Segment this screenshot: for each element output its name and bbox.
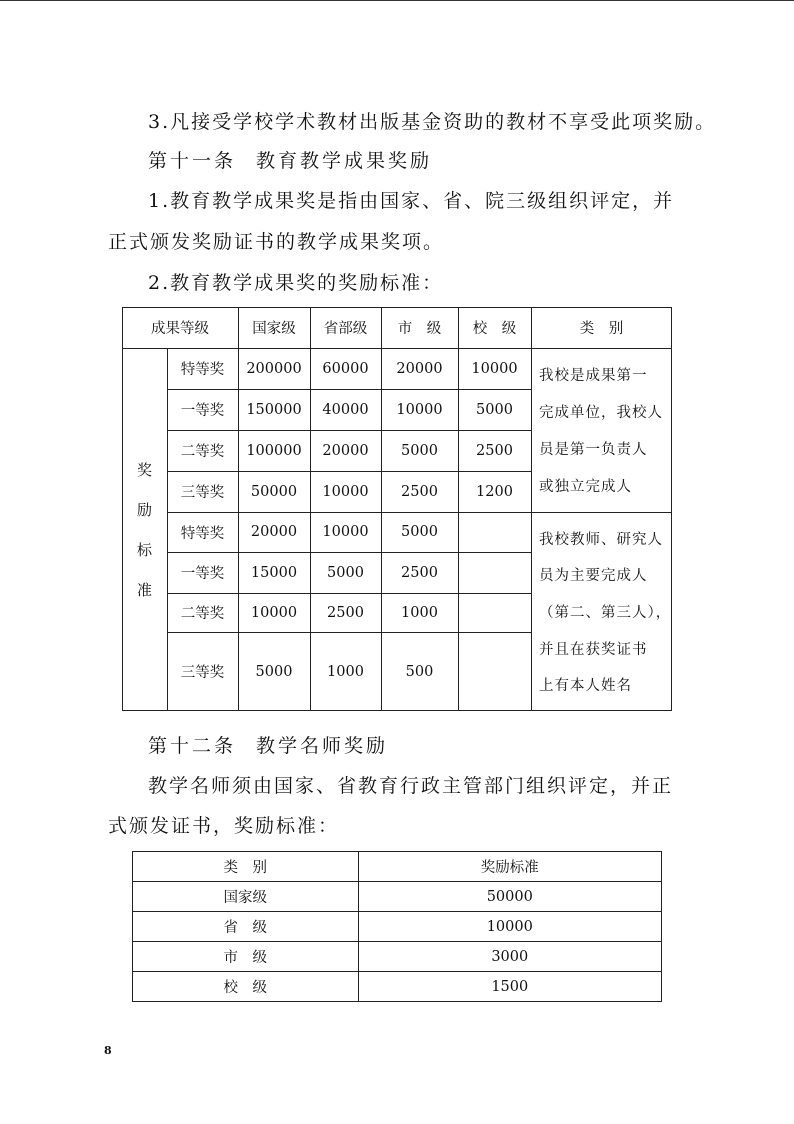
row-grade: 二等奖 — [180, 444, 225, 460]
cell-city: 2500 — [401, 564, 438, 581]
table-border — [122, 307, 123, 711]
grid-line — [167, 348, 168, 711]
cell-school — [458, 593, 531, 632]
cell-national: 15000 — [250, 564, 298, 581]
cell-provincial: 20000 — [322, 442, 369, 459]
cell-provincial: 60000 — [322, 360, 369, 377]
side-label-char: 励 — [136, 500, 152, 519]
cell-provincial: 40000 — [322, 401, 369, 418]
header-category: 类 别 — [579, 321, 624, 337]
table-border — [671, 307, 672, 711]
row-grade: 特等奖 — [180, 362, 225, 378]
cell-city: 10000 — [396, 401, 443, 418]
category-line: 并且在获奖证书 — [539, 641, 648, 658]
category-line: （第二、第三人）， — [539, 604, 672, 621]
category-line: 完成单位，我校人 — [539, 405, 663, 421]
grid-line — [531, 307, 532, 711]
cell-category: 校 级 — [133, 972, 359, 1002]
cell-category: 市 级 — [133, 942, 359, 972]
cell-national: 5000 — [255, 663, 293, 680]
category-line: 员是第一负责人 — [539, 442, 648, 458]
cell-school: 2500 — [476, 442, 513, 459]
grid-line — [167, 471, 531, 472]
cell-national: 50000 — [250, 483, 298, 500]
paragraph-achievement-definition-1: 1.教育教学成果奖是指由国家、省、院三级组织评定，并 — [148, 190, 675, 212]
grid-line — [167, 430, 531, 431]
category-line: 上有本人姓名 — [539, 678, 632, 695]
article-12-title: 教学名师奖励 — [256, 735, 389, 757]
page-number: 8 — [104, 1044, 112, 1057]
row-grade: 三等奖 — [180, 665, 225, 681]
header-national: 国家级 — [252, 321, 296, 337]
header-category: 类 别 — [133, 852, 359, 882]
reward-standard-side-label — [122, 348, 167, 711]
cell-city: 2500 — [401, 483, 438, 500]
header-city: 市 级 — [397, 321, 442, 337]
top-border-line — [0, 0, 794, 1]
category-first-completer — [531, 348, 672, 512]
grid-line — [310, 307, 311, 711]
cell-school — [458, 512, 531, 552]
article-12-label: 第十二条 — [148, 735, 237, 757]
table-border — [122, 710, 672, 711]
cell-school: 10000 — [471, 360, 518, 377]
table-row — [133, 882, 662, 912]
cell-standard: 1500 — [358, 972, 661, 1002]
table-header-row — [133, 852, 662, 882]
cell-standard: 10000 — [358, 912, 661, 942]
paragraph-famous-teacher-1: 教学名师须由国家、省教育行政主管部门组织评定，并正 — [148, 775, 674, 797]
paragraph-reward-standard-intro: 2.教育教学成果奖的奖励标准： — [148, 272, 444, 294]
cell-national: 20000 — [250, 524, 298, 540]
grid-line — [167, 552, 531, 553]
cell-school: 5000 — [476, 401, 513, 418]
achievement-reward-table — [122, 307, 672, 711]
article-11-heading — [148, 148, 432, 174]
grid-line — [167, 512, 672, 513]
cell-provincial: 10000 — [322, 483, 369, 500]
cell-provincial: 5000 — [327, 564, 364, 581]
cell-national: 200000 — [246, 360, 302, 377]
grid-line — [458, 307, 459, 711]
paragraph-famous-teacher-2: 式颁发证书，奖励标准： — [108, 815, 340, 837]
grid-line — [167, 389, 531, 390]
grid-line — [122, 348, 672, 349]
cell-city: 500 — [405, 663, 434, 680]
header-standard: 奖励标准 — [358, 852, 661, 882]
side-label-char: 奖 — [136, 460, 152, 479]
row-grade: 二等奖 — [180, 606, 225, 622]
table-row — [133, 912, 662, 942]
row-grade: 特等奖 — [180, 525, 225, 542]
table-border — [122, 307, 672, 308]
cell-category: 省 级 — [133, 912, 359, 942]
side-label-char: 准 — [136, 580, 152, 599]
paragraph-textbook-fund: 3.凡接受学校学术教材出版基金资助的教材不享受此项奖励。 — [148, 111, 717, 133]
header-school: 校 级 — [472, 321, 517, 337]
category-main-completer — [531, 512, 672, 711]
cell-city: 20000 — [396, 360, 443, 377]
cell-city: 1000 — [401, 604, 438, 621]
side-label-char: 标 — [136, 540, 152, 559]
header-level: 成果等级 — [151, 321, 209, 337]
cell-school — [458, 632, 531, 711]
cell-city: 5000 — [401, 524, 438, 540]
grid-line — [167, 632, 531, 633]
cell-national: 100000 — [246, 442, 302, 459]
cell-school — [458, 552, 531, 593]
table-row — [133, 942, 662, 972]
cell-provincial: 10000 — [322, 524, 369, 540]
grid-line — [167, 593, 531, 594]
row-grade: 一等奖 — [180, 566, 225, 582]
article-12-heading — [148, 733, 388, 759]
paragraph-achievement-definition-2: 正式颁发奖励证书的教学成果奖项。 — [108, 231, 445, 253]
row-grade: 一等奖 — [180, 403, 225, 419]
cell-standard: 3000 — [358, 942, 661, 972]
cell-school: 1200 — [476, 483, 513, 500]
cell-provincial: 2500 — [327, 604, 364, 621]
cell-national: 10000 — [250, 604, 298, 621]
cell-city: 5000 — [401, 442, 438, 459]
header-provincial: 省部级 — [323, 321, 368, 337]
cell-category: 国家级 — [133, 882, 359, 912]
cell-standard: 50000 — [358, 882, 661, 912]
cell-provincial: 1000 — [327, 663, 364, 680]
category-line: 我校是成果第一 — [539, 368, 648, 384]
grid-line — [238, 307, 239, 711]
article-11-title: 教育教学成果奖励 — [256, 150, 433, 172]
table-row — [133, 972, 662, 1002]
article-11-label: 第十一条 — [148, 150, 237, 172]
row-grade: 三等奖 — [180, 485, 225, 501]
grid-line — [381, 307, 382, 711]
cell-national: 150000 — [246, 401, 302, 418]
category-line: 或独立完成人 — [539, 479, 632, 495]
category-line: 我校教师、研究人 — [539, 531, 663, 548]
famous-teacher-reward-table — [132, 851, 662, 1002]
category-line: 员为主要完成人 — [539, 568, 648, 585]
